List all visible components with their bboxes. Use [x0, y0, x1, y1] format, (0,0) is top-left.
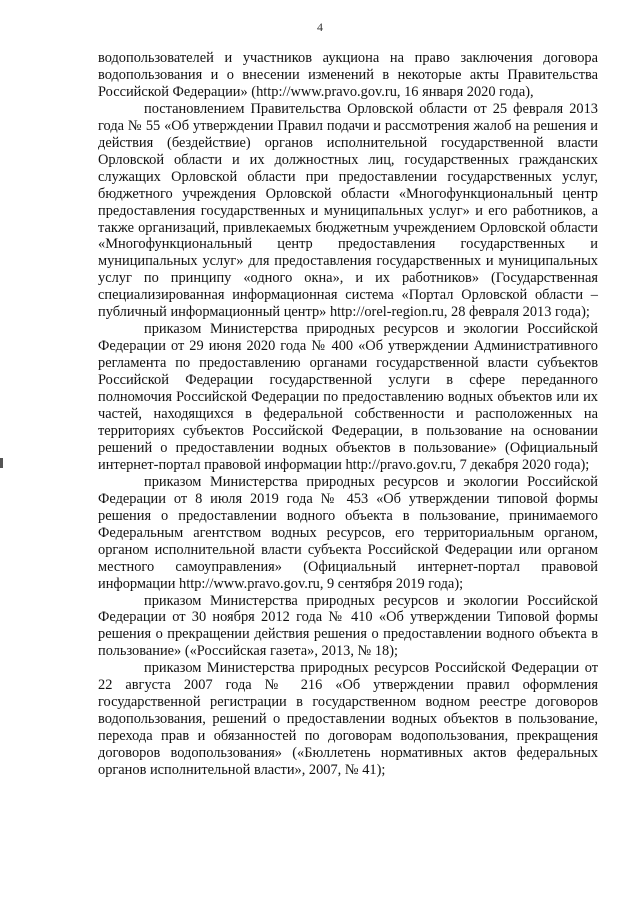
- paragraph-order-453: приказом Министерства природных ресурсов и экологии Российской Федерации от 8 июля 2019 года № 453 «Об утверждении типовой формы решения о предоставлении водного объекта в пользование, принимаемого Федеральным агентством водных ресурсов, его территориальным органом, органом исполнительной власти субъекта Российской Федерации или органом местного самоуправления» (Официальный интернет-портал правовой информации http://www.pravo.gov.ru, 9 сентября 2019 года);: [98, 473, 598, 592]
- page-number: 4: [317, 20, 323, 34]
- paragraph-continuation: водопользователей и участников аукциона на право заключения договора водопользования и о внесении изменений в некоторые акты Правительства Российской Федерации» (http://www.pravo.gov.ru, 16 января 2020 года),: [98, 50, 598, 100]
- paragraph-order-216: приказом Министерства природных ресурсов Российской Федерации от 22 августа 2007 года № 216 «Об утверждении правил оформления государственной регистрации в государственном водном реестре договоров водопользования, решений о предоставлении водных объектов в пользование, перехода прав и обязанностей по договорам водопользования, прекращения договоров водопользования» («Бюллетень нормативных актов федеральных органов исполнительной власти», 2007, № 41);: [98, 660, 598, 779]
- paragraph-orel-resolution: постановлением Правительства Орловской области от 25 февраля 2013 года № 55 «Об утверждении Правил подачи и рассмотрения жалоб на решения и действия (бездействие) органов исполнительной государственной власти Орловской области и их должностных лиц, государственных гражданских служащих Орловской области при предоставлении государственных услуг, бюджетного учреждения Орловской области «Многофункциональный центр предоставления государственных и муниципальных услуг» и его работников, а также организаций, привлекаемых бюджетным учреждением Орловской области «Многофункциональный центр предоставления государственных и муниципальных услуг» для предоставления государственных и муниципальных услуг по принципу «одного окна», и их работников» (Государственная специализированная информационная система «Портал Орловской области – публичный информационный центр» http://orel-region.ru, 28 февраля 2013 года);: [98, 100, 598, 321]
- paragraph-order-400: приказом Министерства природных ресурсов и экологии Российской Федерации от 29 июня 2020 года № 400 «Об утверждении Административного регламента по предоставлению органами государственной власти субъектов Российской Федерации государственной услуги в сфере переданного полномочия Российской Федерации по предоставлению водных объектов или их частей, находящихся в федеральной собственности и расположенных на территориях субъектов Российской Федерации, в пользование на основании решений о предоставлении водных объектов в пользование» (Официальный интернет-портал правовой информации http://pravo.gov.ru, 7 декабря 2020 года);: [98, 321, 598, 473]
- document-body: [98, 50, 598, 779]
- scan-edge-mark: [0, 458, 3, 468]
- paragraph-order-410: приказом Министерства природных ресурсов и экологии Российской Федерации от 30 ноября 2012 года № 410 «Об утверждении Типовой формы решения о прекращении действия решения о предоставлении водного объекта в пользование» («Российская газета», 2013, № 18);: [98, 592, 598, 660]
